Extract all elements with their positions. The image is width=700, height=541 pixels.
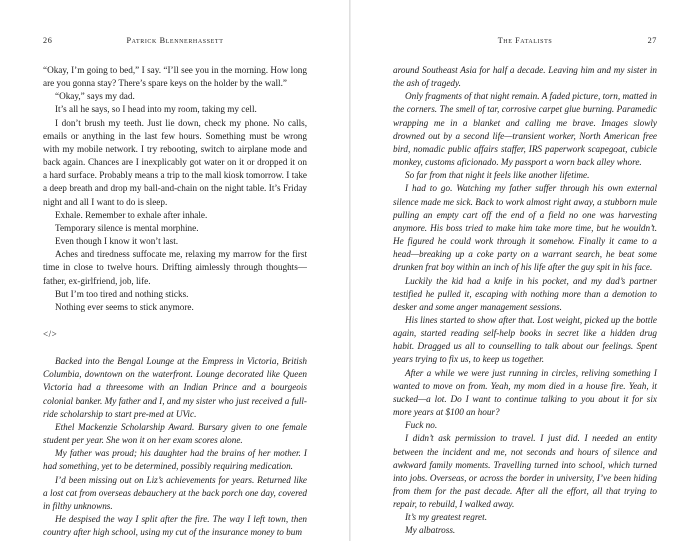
paragraph: Even though I know it won’t last. <box>55 236 179 247</box>
paragraph: “Okay, I’m going to bed,” I say. “I’ll see you in the morning. How long are you gonna stay? There’s spare keys on the holder by the wall.” <box>43 65 307 89</box>
paragraph: “Okay,” says my dad. <box>55 91 135 102</box>
right-page-text <box>393 64 657 538</box>
right-page-number: 27 <box>647 36 657 45</box>
left-page-text <box>43 64 307 539</box>
italic-paragraph: Only fragments of that night remain. A faded picture, torn, matted in the corners. The smell of tar, corrosive carpet glue burning. Paramedic wrapping me in a blanket and calling me brave. Images slowly drowned out by a second life—transient worker, North American free bird, nomadic public affairs staffer, IRS paperwork scapegoat, cubicle monkey, customs aficionado. My passport a worn back alley whore. <box>393 91 657 168</box>
italic-paragraph: He despised the way I split after the fire. The way I left town, then country after high school, using my cut of the insurance money to bum <box>43 514 307 538</box>
paragraph: But I’m too tired and nothing sticks. <box>55 288 189 299</box>
italic-paragraph: around Southeast Asia for half a decade. Leaving him and my sister in the ash of tragedy. <box>393 65 657 89</box>
paragraph: I don’t brush my teeth. Just lie down, check my phone. No calls, emails or anything in the last few hours. Something must be wrong with my mobile network. I try rebooting, switch to airplane mode and back again. Chances are I inexplicably got water on it or dropped it on a hard surface. Probably means a trip to the mall kiosk tomorrow. I take a deep breath and drop my ball-and-chain on the night table. It’s Friday night and all I want to do is sleep. <box>43 117 307 207</box>
italic-paragraph: I had to go. Watching my father suffer through his own external silence made me sick. Back to work almost right away, a stubborn mule pulling an empty cart off the end of a field no one was harvesting anymore. His boss tried to make him take more time, but he wouldn’t. He figured he could work through it somehow. Finally it came to a head—breaking up a coke party on a warrant search, he beat some drunken frat boy within an inch of his life after the guy spit in his face. <box>393 183 657 273</box>
left-running-title: Patrick Blennerhassett <box>126 36 224 45</box>
left-page <box>0 0 349 541</box>
right-running-head <box>393 36 657 50</box>
italic-paragraph: My albatross. <box>405 525 456 536</box>
italic-paragraph: My father was proud; his daughter had the brains of her mother. I had something, yet to be determined, possibly requiring medication. <box>43 448 307 472</box>
right-page <box>351 0 700 541</box>
paragraph: It’s all he says, so I head into my room, taking my cell. <box>55 104 257 115</box>
italic-paragraph: Luckily the kid had a knife in his pocket, and my dad’s partner testified he pulled it, escaping with nothing more than a demotion to desker and some anger management sessions. <box>393 275 657 312</box>
paragraph: Exhale. Remember to exhale after inhale. <box>55 209 208 220</box>
right-running-title: The Fatalists <box>497 36 553 45</box>
italic-paragraph: So far from that night it feels like another lifetime. <box>405 170 590 181</box>
paragraph: Aches and tiredness suffocate me, relaxing my marrow for the first time in close to twelve hours. Drifting aimlessly through thoughts—father, ex-girlfriend, job, life. <box>43 249 307 286</box>
left-page-number: 26 <box>43 36 53 45</box>
italic-paragraph: His lines started to show after that. Lost weight, picked up the bottle again, started reading self-help books in secret like a hidden drug habit. Dragged us all to counselling to talk about our feelings. Spent years trying to fix us, to keep us together. <box>393 314 657 365</box>
paragraph: Nothing ever seems to stick anymore. <box>55 301 194 312</box>
italic-paragraph: It’s my greatest regret. <box>405 512 487 523</box>
section-break: </> <box>43 328 58 339</box>
italic-paragraph: I’d been missing out on Liz’s achievements for years. Returned like a lost cat from overseas debauchery at the back porch one day, covered in filthy unknowns. <box>43 474 307 511</box>
italic-paragraph: Ethel Mackenzie Scholarship Award. Bursary given to one female student per year. She won it on her exam scores alone. <box>43 421 307 446</box>
left-running-head <box>43 36 307 50</box>
italic-paragraph: Fuck no. <box>405 420 438 431</box>
italic-paragraph: I didn’t ask permission to travel. I just did. I needed an entity between the incident and me, not seconds and hours of silence and awkward family moments. Travelling turned into school, which turned into jobs. Overseas, or across the border in university, I’ve been hiding from them for the past decade. After all the effort, all that trying to repair, to rebuild, I walked away. <box>393 433 657 510</box>
italic-paragraph: After a while we were just running in circles, reliving something I wanted to move on from. Yeah, my mom died in a house fire. Yeah, it sucked—a lot. Do I want to continue talking to you about it for six more years at $100 an hour? <box>393 367 657 418</box>
italic-paragraph: Backed into the Bengal Lounge at the Empress in Victoria, British Columbia, downtown on the waterfront. Lounge decorated like Queen Victoria had a threesome with an Indian Prince and a bourgeois colonial banker. My father and I, and my sister who just received a full-ride scholarship to start pre-med at UVic. <box>43 356 307 419</box>
paragraph: Temporary silence is mental morphine. <box>55 222 199 233</box>
